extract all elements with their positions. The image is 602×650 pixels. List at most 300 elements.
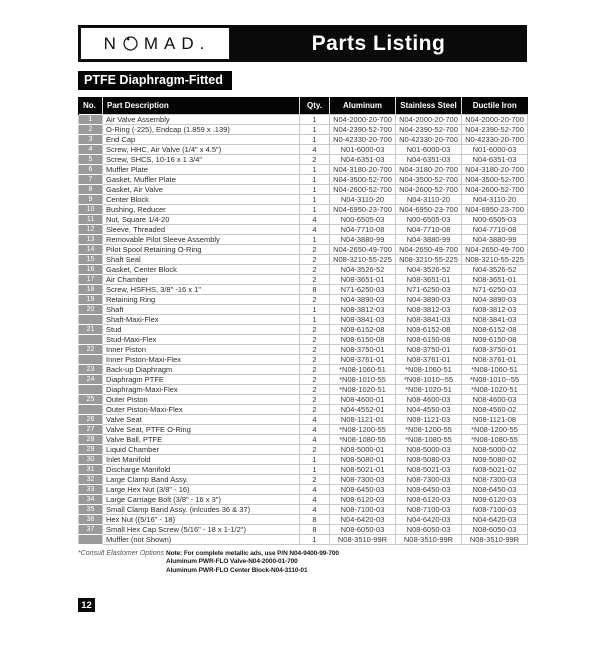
ductile-iron-part-number: N04-3890-03 xyxy=(462,294,528,304)
quantity: 2 xyxy=(300,154,330,164)
aluminum-part-number: N00-6505-03 xyxy=(330,214,396,224)
row-number xyxy=(79,354,103,364)
part-description: Gasket, Center Block xyxy=(103,264,300,274)
table-row xyxy=(79,254,528,264)
footer xyxy=(78,550,527,576)
stainless-steel-part-number: N08-4600-03 xyxy=(396,394,462,404)
row-number: 37 xyxy=(79,524,103,534)
part-description: Hex Nut ((5/16" - 18) xyxy=(103,514,300,524)
row-number: 30 xyxy=(79,454,103,464)
part-description: Valve Seat xyxy=(103,414,300,424)
quantity: 1 xyxy=(300,464,330,474)
stainless-steel-part-number: N04-2000-20-700 xyxy=(396,114,462,124)
ductile-iron-part-number: *N08-1060-51 xyxy=(462,364,528,374)
quantity: 1 xyxy=(300,304,330,314)
aluminum-part-number: N04-3110-20 xyxy=(330,194,396,204)
quantity: 4 xyxy=(300,144,330,154)
stainless-steel-part-number: N08-6150-08 xyxy=(396,334,462,344)
quantity: 2 xyxy=(300,244,330,254)
col-header-ductile-iron: Ductile Iron xyxy=(462,97,528,114)
quantity: 8 xyxy=(300,524,330,534)
aluminum-part-number: N04-3500-52-700 xyxy=(330,174,396,184)
part-description: Inlet Manifold xyxy=(103,454,300,464)
table-row xyxy=(79,334,528,344)
row-number: 31 xyxy=(79,464,103,474)
compass-o-icon xyxy=(122,35,139,52)
stainless-steel-part-number: N08-3651-01 xyxy=(396,274,462,284)
ductile-iron-part-number: N08-4600-03 xyxy=(462,394,528,404)
ductile-iron-part-number: *N08-1200-55 xyxy=(462,424,528,434)
stainless-steel-part-number: N08-5000-03 xyxy=(396,444,462,454)
part-description: Small Clamp Band Assy. (inlcudes 36 & 37) xyxy=(103,504,300,514)
ductile-iron-part-number: N08-4560-02 xyxy=(462,404,528,414)
aluminum-part-number: N08-7100-03 xyxy=(330,504,396,514)
aluminum-part-number: N04-3880-99 xyxy=(330,234,396,244)
page-content xyxy=(78,25,527,575)
table-row xyxy=(79,124,528,134)
stainless-steel-part-number: N04-7710-08 xyxy=(396,224,462,234)
aluminum-part-number: N04-3180-20-700 xyxy=(330,164,396,174)
part-description: Small Hex Cap Screw (5/16" - 18 x 1-1/2") xyxy=(103,524,300,534)
part-description: Screw, HSFHS, 3/8" -16 x 1" xyxy=(103,284,300,294)
row-number: 13 xyxy=(79,234,103,244)
part-description: Discharge Manifold xyxy=(103,464,300,474)
table-row xyxy=(79,204,528,214)
stainless-steel-part-number: N0-42330-20-700 xyxy=(396,134,462,144)
stainless-steel-part-number: *N08-1010--55 xyxy=(396,374,462,384)
row-number: 16 xyxy=(79,264,103,274)
table-row xyxy=(79,244,528,254)
aluminum-part-number: N08-3510-99R xyxy=(330,534,396,544)
part-description: Screw, HHC, Air Valve (1/4" x 4.5") xyxy=(103,144,300,154)
stainless-steel-part-number: N08-6050-03 xyxy=(396,524,462,534)
stainless-steel-part-number: *N08-1060-51 xyxy=(396,364,462,374)
quantity: 1 xyxy=(300,134,330,144)
stainless-steel-part-number: N04-6420-03 xyxy=(396,514,462,524)
aluminum-part-number: N08-3841-03 xyxy=(330,314,396,324)
part-description: Shaft xyxy=(103,304,300,314)
table-row xyxy=(79,234,528,244)
part-description: Air Chamber xyxy=(103,274,300,284)
part-description: Valve Ball, PTFE xyxy=(103,434,300,444)
stainless-steel-part-number: N08-6152-08 xyxy=(396,324,462,334)
table-row xyxy=(79,534,528,544)
table-row xyxy=(79,114,528,124)
table-row xyxy=(79,464,528,474)
ductile-iron-part-number: N04-2650-49-700 xyxy=(462,244,528,254)
part-description: Shaft-Maxi-Flex xyxy=(103,314,300,324)
table-row xyxy=(79,524,528,534)
table-row xyxy=(79,344,528,354)
row-number xyxy=(79,534,103,544)
table-row xyxy=(79,454,528,464)
part-description: Diaphragm-Maxi-Flex xyxy=(103,384,300,394)
table-row xyxy=(79,174,528,184)
aluminum-part-number: N04-6351-03 xyxy=(330,154,396,164)
ductile-iron-part-number: N08-6150-08 xyxy=(462,334,528,344)
aluminum-part-number: N04-6950-23-700 xyxy=(330,204,396,214)
row-number: 9 xyxy=(79,194,103,204)
ductile-iron-part-number: N08-3210-55-225 xyxy=(462,254,528,264)
ductile-iron-part-number: N08-7100-03 xyxy=(462,504,528,514)
stainless-steel-part-number: N08-6450-03 xyxy=(396,484,462,494)
ductile-iron-part-number: N04-2000-20-700 xyxy=(462,114,528,124)
part-description: End Cap xyxy=(103,134,300,144)
stainless-steel-part-number: N08-3210-55-225 xyxy=(396,254,462,264)
quantity: 1 xyxy=(300,174,330,184)
ductile-iron-part-number: *N08-1080-55 xyxy=(462,434,528,444)
aluminum-part-number: *N08-1060-51 xyxy=(330,364,396,374)
aluminum-part-number: N0-42330-20-700 xyxy=(330,134,396,144)
ductile-iron-part-number: *N08-1020-51 xyxy=(462,384,528,394)
row-number: 29 xyxy=(79,444,103,454)
ductile-iron-part-number: N04-2600-52-700 xyxy=(462,184,528,194)
row-number: 28 xyxy=(79,434,103,444)
part-description: Stud xyxy=(103,324,300,334)
col-header-qty: Qty. xyxy=(300,97,330,114)
col-header-no: No. xyxy=(79,97,103,114)
part-description: Large Carriage Bolt (3/8" - 16 x 3") xyxy=(103,494,300,504)
quantity: 2 xyxy=(300,404,330,414)
ductile-iron-part-number: N04-2390-52-700 xyxy=(462,124,528,134)
stainless-steel-part-number: N04-6950-23-700 xyxy=(396,204,462,214)
aluminum-part-number: N04-2390-52-700 xyxy=(330,124,396,134)
part-description: Large Hex Nut (3/8" - 16) xyxy=(103,484,300,494)
ductile-iron-part-number: *N08-1010--55 xyxy=(462,374,528,384)
ductile-iron-part-number: N04-3110-20 xyxy=(462,194,528,204)
table-row xyxy=(79,134,528,144)
row-number xyxy=(79,334,103,344)
table-row xyxy=(79,384,528,394)
row-number: 3 xyxy=(79,134,103,144)
quantity: 8 xyxy=(300,284,330,294)
parts-table xyxy=(78,97,528,545)
row-number: 7 xyxy=(79,174,103,184)
ductile-iron-part-number: N04-3880-99 xyxy=(462,234,528,244)
row-number: 24 xyxy=(79,374,103,384)
ductile-iron-part-number: N08-6120-03 xyxy=(462,494,528,504)
note-line: Aluminum PWR-FLO Valve-N04-2000-01-700 xyxy=(166,558,298,565)
row-number: 21 xyxy=(79,324,103,334)
aluminum-part-number: N08-6050-03 xyxy=(330,524,396,534)
aluminum-part-number: N04-6420-03 xyxy=(330,514,396,524)
ductile-iron-part-number: N08-3841-03 xyxy=(462,314,528,324)
stainless-steel-part-number: N04-2600-52-700 xyxy=(396,184,462,194)
quantity: 4 xyxy=(300,214,330,224)
table-row xyxy=(79,284,528,294)
stainless-steel-part-number: N04-3890-03 xyxy=(396,294,462,304)
aluminum-part-number: N71-6250-03 xyxy=(330,284,396,294)
quantity: 2 xyxy=(300,254,330,264)
table-row xyxy=(79,484,528,494)
row-number: 12 xyxy=(79,224,103,234)
quantity: 4 xyxy=(300,224,330,234)
stainless-steel-part-number: N08-3750-01 xyxy=(396,344,462,354)
part-description: Bushing, Reducer xyxy=(103,204,300,214)
row-number xyxy=(79,404,103,414)
table-row xyxy=(79,374,528,384)
ductile-iron-part-number: N08-6152-08 xyxy=(462,324,528,334)
ductile-iron-part-number: N04-6420-03 xyxy=(462,514,528,524)
note-line: Note: For complete metallic ads, use P/N N04-9400-99-700 xyxy=(166,549,339,557)
row-number: 35 xyxy=(79,504,103,514)
ductile-iron-part-number: N08-7300-03 xyxy=(462,474,528,484)
quantity: 1 xyxy=(300,454,330,464)
part-description: Stud-Maxi-Flex xyxy=(103,334,300,344)
ductile-iron-part-number: N04-3500-52-700 xyxy=(462,174,528,184)
row-number: 19 xyxy=(79,294,103,304)
row-number: 23 xyxy=(79,364,103,374)
col-header-stainless-steel: Stainless Steel xyxy=(396,97,462,114)
row-number: 26 xyxy=(79,414,103,424)
table-row xyxy=(79,444,528,454)
table-row xyxy=(79,194,528,204)
ductile-iron-part-number: N08-5000-02 xyxy=(462,444,528,454)
aluminum-part-number: N08-3651-01 xyxy=(330,274,396,284)
table-row xyxy=(79,304,528,314)
quantity: 4 xyxy=(300,424,330,434)
masthead xyxy=(78,25,527,62)
quantity: 2 xyxy=(300,474,330,484)
ductile-iron-part-number: N08-3812-03 xyxy=(462,304,528,314)
aluminum-part-number: N08-5080-01 xyxy=(330,454,396,464)
quantity: 1 xyxy=(300,204,330,214)
table-row xyxy=(79,314,528,324)
table-row xyxy=(79,394,528,404)
ductile-iron-part-number: N04-3526-52 xyxy=(462,264,528,274)
ductile-iron-part-number: N04-6351-03 xyxy=(462,154,528,164)
ductile-iron-part-number: N71-6250-03 xyxy=(462,284,528,294)
row-number: 1 xyxy=(79,114,103,124)
row-number: 20 xyxy=(79,304,103,314)
stainless-steel-part-number: N04-3180-20-700 xyxy=(396,164,462,174)
part-description: Retaining Ring xyxy=(103,294,300,304)
quantity: 1 xyxy=(300,124,330,134)
part-description: Inner Piston-Maxi-Flex xyxy=(103,354,300,364)
stainless-steel-part-number: *N08-1080-55 xyxy=(396,434,462,444)
table-row xyxy=(79,274,528,284)
aluminum-part-number: N04-7710-08 xyxy=(330,224,396,234)
part-description: Outer Piston-Maxi-Flex xyxy=(103,404,300,414)
stainless-steel-part-number: N08-7100-03 xyxy=(396,504,462,514)
page-number-badge: 12 xyxy=(78,598,95,612)
ductile-iron-part-number: N08-6450-03 xyxy=(462,484,528,494)
quantity: 1 xyxy=(300,534,330,544)
stainless-steel-part-number: N08-6120-03 xyxy=(396,494,462,504)
part-description: Back-up Diaphragm xyxy=(103,364,300,374)
aluminum-part-number: N01-6000-03 xyxy=(330,144,396,154)
ductile-iron-part-number: N08-5080-02 xyxy=(462,454,528,464)
stainless-steel-part-number: N71-6250-03 xyxy=(396,284,462,294)
row-number: 2 xyxy=(79,124,103,134)
part-description: Muffler (not Shown) xyxy=(103,534,300,544)
table-row xyxy=(79,324,528,334)
table-row xyxy=(79,504,528,514)
aluminum-part-number: N08-7300-03 xyxy=(330,474,396,484)
aluminum-part-number: N08-6450-03 xyxy=(330,484,396,494)
row-number: 6 xyxy=(79,164,103,174)
aluminum-part-number: N08-3761-01 xyxy=(330,354,396,364)
stainless-steel-part-number: N01-6000-03 xyxy=(396,144,462,154)
quantity: 1 xyxy=(300,164,330,174)
aluminum-part-number: N04-2650-49-700 xyxy=(330,244,396,254)
table-row xyxy=(79,494,528,504)
quantity: 2 xyxy=(300,294,330,304)
quantity: 2 xyxy=(300,374,330,384)
quantity: 2 xyxy=(300,384,330,394)
ductile-iron-part-number: N04-6950-23-700 xyxy=(462,204,528,214)
stainless-steel-part-number: N04-4550-03 xyxy=(396,404,462,414)
row-number: 18 xyxy=(79,284,103,294)
table-row xyxy=(79,364,528,374)
quantity: 4 xyxy=(300,484,330,494)
table-row xyxy=(79,414,528,424)
table-row xyxy=(79,354,528,364)
logo-letters-mad: MAD. xyxy=(143,33,211,53)
ductile-iron-part-number: N00-6505-03 xyxy=(462,214,528,224)
quantity: 1 xyxy=(300,314,330,324)
stainless-steel-part-number: N08-3510-99R xyxy=(396,534,462,544)
elastomer-options-note: *Consult Elastomer Options xyxy=(78,549,164,557)
note-line: Aluminum PWR-FLO Center Block-N04-3110-01 xyxy=(166,566,308,574)
aluminum-part-number: *N08-1080-55 xyxy=(330,434,396,444)
part-description: Shaft Seal xyxy=(103,254,300,264)
ductile-iron-part-number: N01-6000-03 xyxy=(462,144,528,154)
quantity: 1 xyxy=(300,194,330,204)
stainless-steel-part-number: N08-3812-03 xyxy=(396,304,462,314)
part-description: Liquid Chamber xyxy=(103,444,300,454)
ductile-iron-part-number: N0-42330-20-700 xyxy=(462,134,528,144)
nomad-logo xyxy=(80,27,230,60)
row-number: 34 xyxy=(79,494,103,504)
row-number: 25 xyxy=(79,394,103,404)
quantity: 2 xyxy=(300,394,330,404)
part-description: Pilot Spool Retaining O-Ring xyxy=(103,244,300,254)
part-description: Inner Piston xyxy=(103,344,300,354)
row-number: 5 xyxy=(79,154,103,164)
aluminum-part-number: *N08-1010-55 xyxy=(330,374,396,384)
aluminum-part-number: N04-2000-20-700 xyxy=(330,114,396,124)
quantity: 4 xyxy=(300,494,330,504)
row-number: 36 xyxy=(79,514,103,524)
aluminum-part-number: N08-6152-08 xyxy=(330,324,396,334)
row-number: 10 xyxy=(79,204,103,214)
quantity: 1 xyxy=(300,114,330,124)
ductile-iron-part-number: N04-3180-20-700 xyxy=(462,164,528,174)
quantity: 2 xyxy=(300,444,330,454)
part-description: Air Valve Assembly xyxy=(103,114,300,124)
stainless-steel-part-number: N04-3110-20 xyxy=(396,194,462,204)
row-number: 8 xyxy=(79,184,103,194)
row-number: 27 xyxy=(79,424,103,434)
ductile-iron-part-number: N08-3651-01 xyxy=(462,274,528,284)
table-row xyxy=(79,184,528,194)
table-row xyxy=(79,514,528,524)
quantity: 4 xyxy=(300,414,330,424)
row-number: 15 xyxy=(79,254,103,264)
quantity: 2 xyxy=(300,274,330,284)
col-header-part-description: Part Description xyxy=(103,97,300,114)
stainless-steel-part-number: N08-3761-01 xyxy=(396,354,462,364)
stainless-steel-part-number: N04-3500-52-700 xyxy=(396,174,462,184)
stainless-steel-part-number: N04-3880-99 xyxy=(396,234,462,244)
part-description: Sleeve, Threaded xyxy=(103,224,300,234)
ductile-iron-part-number: N08-1121-08 xyxy=(462,414,528,424)
stainless-steel-part-number: N08-5021-03 xyxy=(396,464,462,474)
table-row xyxy=(79,424,528,434)
part-description: Removable Pilot Sleeve Assembly xyxy=(103,234,300,244)
aluminum-part-number: *N08-1020-51 xyxy=(330,384,396,394)
aluminum-part-number: N04-2600-52-700 xyxy=(330,184,396,194)
stainless-steel-part-number: *N08-1200-55 xyxy=(396,424,462,434)
stainless-steel-part-number: N08-5080-03 xyxy=(396,454,462,464)
metallic-note xyxy=(166,550,339,576)
table-row xyxy=(79,434,528,444)
part-description: Muffler Plate xyxy=(103,164,300,174)
quantity: 2 xyxy=(300,344,330,354)
row-number: 32 xyxy=(79,474,103,484)
ductile-iron-part-number: N08-3510-99R xyxy=(462,534,528,544)
ductile-iron-part-number: N08-3761-01 xyxy=(462,354,528,364)
aluminum-part-number: N08-3210-55-225 xyxy=(330,254,396,264)
ductile-iron-part-number: N04-7710-08 xyxy=(462,224,528,234)
stainless-steel-part-number: N00-6505-03 xyxy=(396,214,462,224)
stainless-steel-part-number: N04-3526-52 xyxy=(396,264,462,274)
quantity: 2 xyxy=(300,354,330,364)
quantity: 2 xyxy=(300,334,330,344)
aluminum-part-number: *N08-1200-55 xyxy=(330,424,396,434)
aluminum-part-number: N08-6120-03 xyxy=(330,494,396,504)
part-description: Screw, SHCS, 10-16 x 1 3/4" xyxy=(103,154,300,164)
aluminum-part-number: N08-5000-01 xyxy=(330,444,396,454)
part-description: Nut, Square 1/4-20 xyxy=(103,214,300,224)
stainless-steel-part-number: N04-2650-49-700 xyxy=(396,244,462,254)
logo-letter-n: N xyxy=(103,33,122,53)
page-title: Parts Listing xyxy=(311,31,446,55)
part-description: Gasket, Muffler Plate xyxy=(103,174,300,184)
table-row xyxy=(79,214,528,224)
quantity: 4 xyxy=(300,504,330,514)
row-number: 22 xyxy=(79,344,103,354)
quantity: 4 xyxy=(300,434,330,444)
aluminum-part-number: N04-3890-03 xyxy=(330,294,396,304)
part-description: Gasket, Air Valve xyxy=(103,184,300,194)
quantity: 2 xyxy=(300,264,330,274)
aluminum-part-number: N08-5021-01 xyxy=(330,464,396,474)
aluminum-part-number: N08-4600-01 xyxy=(330,394,396,404)
section-label: PTFE Diaphragm-Fitted xyxy=(78,71,232,90)
table-row xyxy=(79,144,528,154)
table-row xyxy=(79,154,528,164)
row-number xyxy=(79,314,103,324)
row-number: 33 xyxy=(79,484,103,494)
quantity: 2 xyxy=(300,324,330,334)
row-number: 4 xyxy=(79,144,103,154)
aluminum-part-number: N04-4552-01 xyxy=(330,404,396,414)
col-header-aluminum: Aluminum xyxy=(330,97,396,114)
part-description: Center Block xyxy=(103,194,300,204)
row-number: 17 xyxy=(79,274,103,284)
aluminum-part-number: N08-6150-08 xyxy=(330,334,396,344)
aluminum-part-number: N04-3526-52 xyxy=(330,264,396,274)
table-body xyxy=(79,114,528,544)
ductile-iron-part-number: N08-5021-02 xyxy=(462,464,528,474)
part-description: Outer Piston xyxy=(103,394,300,404)
stainless-steel-part-number: N08-1121-03 xyxy=(396,414,462,424)
table-row xyxy=(79,294,528,304)
aluminum-part-number: N08-3750-01 xyxy=(330,344,396,354)
ductile-iron-part-number: N08-6050-03 xyxy=(462,524,528,534)
